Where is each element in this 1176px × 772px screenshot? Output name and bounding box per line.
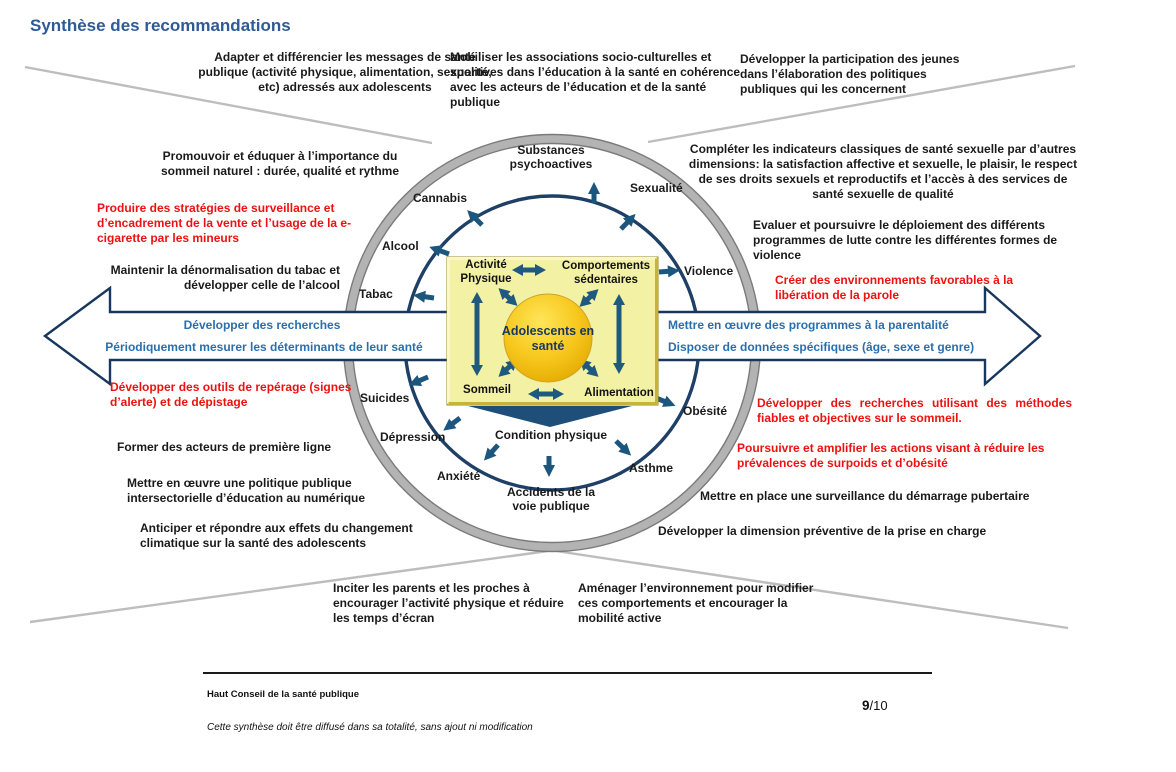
note-mobiliser-associations: Mobiliser les associations socio-culturelles et sportives dans l’éducation à la santé en cohérence avec les acteurs de l’éducation et de la santé publique [450,50,741,109]
ring-label-asthme: Asthme [629,461,674,475]
ring-label-anxiete: Anxiété [437,469,481,483]
note-amenager-environnement: Aménager l’environnement pour modifier ces comportements et encourager la mobilité active [578,581,814,625]
axis-text-parentalite: Mettre en œuvre des programmes à la parentalité [668,318,949,332]
ring-label-accidents: Accidents de la voie publique [506,485,596,513]
page-title: Synthèse des recommandations [30,16,291,35]
ring-label-cannabis: Cannabis [413,191,468,205]
ring-label-violence: Violence [684,264,734,278]
note-liberation-parole: Créer des environnements favorables à la libération de la parole [775,273,1014,302]
ring-label-substances: Substances psychoactives [509,143,593,171]
box-label-alimentation: Alimentation [584,387,654,399]
ring-label-condition-physique: Condition physique [495,428,607,442]
core-label-adolescents-en-sante: Adolescents en santé [501,324,595,353]
page-number [862,698,888,713]
ring-label-sexualite: Sexualité [630,181,683,195]
ring-label-suicides: Suicides [360,391,410,405]
note-promouvoir-sommeil: Promouvoir et éduquer à l’importance du sommeil naturel : durée, qualité et rythme [160,149,400,178]
note-inciter-parents: Inciter les parents et les proches à encourager l’activité physique et réduire les temps d’écran [333,581,564,625]
axis-text-determinants: Périodiquement mesurer les déterminants de leur santé [105,340,423,354]
note-participation-jeunes: Développer la participation des jeunes dans l’élaboration des politiques publiques qui les concernent [740,52,960,96]
box-label-comportements-sedentaires: Comportements sédentaires [561,260,651,286]
page-number-current: 9 [862,698,870,713]
box-label-sommeil: Sommeil [463,384,511,396]
footer-diffusion-note: Cette synthèse doit être diffusé dans sa totalité, sans ajout ni modification [207,722,533,733]
note-dimension-preventive: Développer la dimension préventive de la prise en charge [658,524,987,538]
note-outils-reperage: Développer des outils de repérage (signes d’alerte) et de dépistage [110,380,352,409]
note-surpoids-obesite: Poursuivre et amplifier les actions visant à réduire les prévalences de surpoids et d’obésité [737,441,1045,470]
ring-label-depression: Dépression [380,430,446,444]
note-demarrage-pubertaire: Mettre en place une surveillance du démarrage pubertaire [700,489,1030,503]
axis-text-recherches: Développer des recherches [183,318,341,332]
note-changement-climatique: Anticiper et répondre aux effets du changement climatique sur la santé des adolescents [140,521,413,550]
note-recherches-sommeil: Développer des recherches utilisant des méthodes fiables et objectives sur le sommeil. [757,396,1072,425]
footer-organization: Haut Conseil de la santé publique [207,689,360,700]
page-number-total: /10 [869,698,888,713]
note-ecigarette: Produire des stratégies de surveillance et d’encadrement de la vente et l’usage de la e-cigarette par les mineurs [97,201,352,245]
note-education-numerique: Mettre en œuvre une politique publique intersectorielle d’éducation au numérique [127,476,366,505]
note-indicateurs-sante-sexuelle: Compléter les indicateurs classiques de santé sexuelle par d’autres dimensions: la satisfaction affective et sexuelle, le plaisir, le respect de ses droits sexuels et reproductifs et l’accès à des services de santé sexuelle de qualité [688,142,1078,201]
box-label-activite-physique: Activité Physique [460,259,512,285]
note-denormalisation-tabac: Maintenir la dénormalisation du tabac et développer celle de l’alcool [110,263,340,292]
axis-text-donnees: Disposer de données spécifiques (âge, sexe et genre) [668,340,975,354]
ring-label-obesite: Obésité [683,404,728,418]
ring-label-alcool: Alcool [382,239,419,253]
ring-label-tabac: Tabac [359,287,393,301]
note-premiere-ligne: Former des acteurs de première ligne [117,440,332,454]
note-programmes-violence: Evaluer et poursuivre le déploiement des différents programmes de lutte contre les différentes formes de violence [753,218,1058,262]
footer-divider [203,672,932,674]
note-adapter-messages: Adapter et différencier les messages de santé publique (activité physique, alimentation, sexualité, etc) adressés aux adolescents [198,50,492,94]
